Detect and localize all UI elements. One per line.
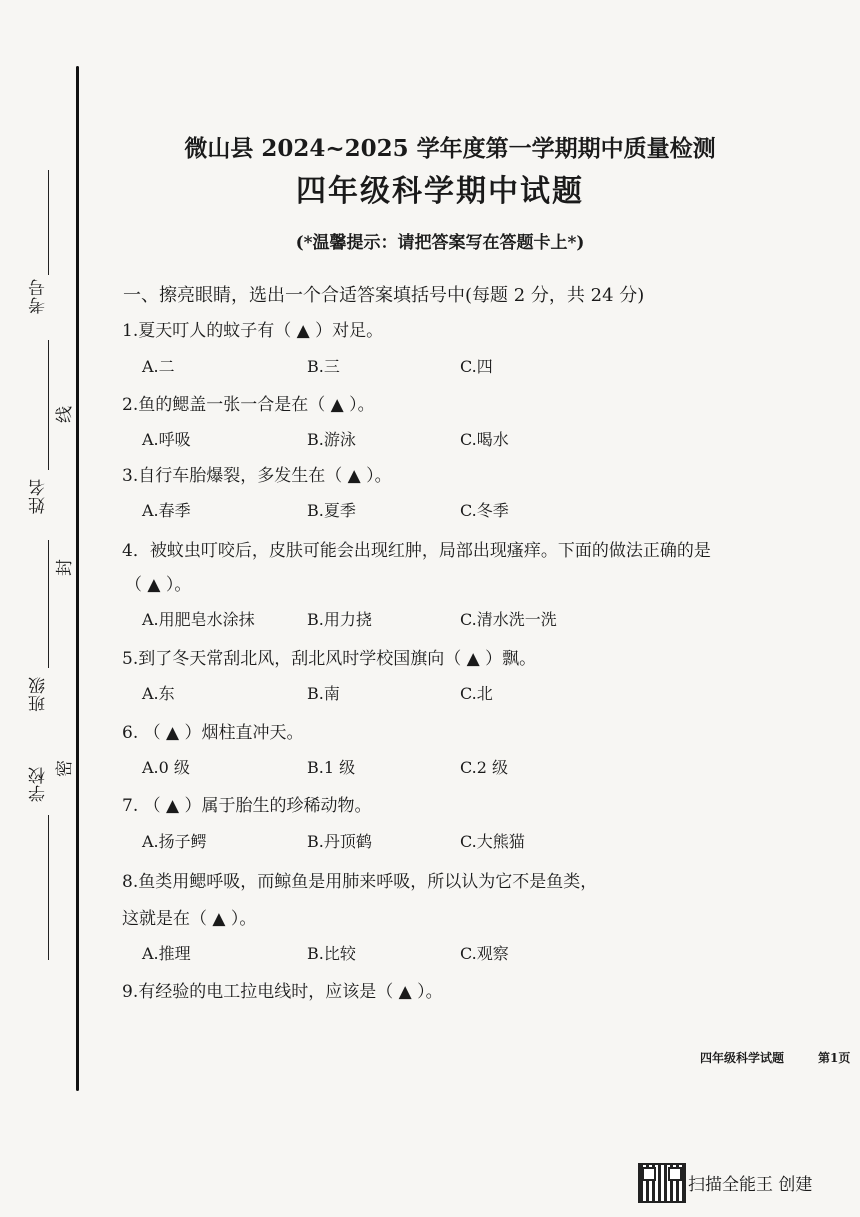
question-2: 2.鱼的鳃盖一张一合是在（ ▲ ）。 (122, 395, 375, 415)
class-blank (48, 540, 49, 668)
q6-option-c: C.2 级 (460, 758, 509, 777)
q2-option-b: B.游泳 (307, 430, 356, 449)
qr-code-icon (638, 1163, 686, 1203)
q1-option-c: C.四 (460, 357, 493, 376)
question-5: 5.到了冬天常刮北风，刮北风时学校国旗向（ ▲ ）飘。 (122, 649, 537, 669)
q7-option-a: A.扬子鳄 (142, 832, 207, 851)
school-blank (48, 815, 49, 960)
seal-seal-char: 封 (55, 559, 75, 576)
class-label: 班级 (29, 676, 49, 712)
footer-page-number: 第1页 (818, 1051, 851, 1065)
q3-option-a: A.春季 (142, 501, 191, 520)
question-6: 6. （ ▲ ）烟柱直冲天。 (122, 723, 304, 743)
exam-title: 微山县 2024~2025 学年度第一学期期中质量检测 (184, 135, 716, 162)
exam-no-label: 考号 (29, 278, 49, 314)
question-3: 3.自行车胎爆裂，多发生在（ ▲ ）。 (122, 466, 392, 486)
question-4-cont: （ ▲ ）。 (125, 575, 192, 595)
q7-option-b: B.丹顶鹤 (307, 832, 372, 851)
q3-option-c: C.冬季 (460, 501, 509, 520)
school-label: 学校 (29, 766, 49, 802)
q7-option-c: C.大熊猫 (460, 832, 525, 851)
q1-option-a: A.二 (142, 357, 175, 376)
q8-option-c: C.观察 (460, 944, 509, 963)
name-blank (48, 340, 49, 470)
scanner-watermark: 扫描全能王 创建 (688, 1175, 813, 1195)
question-1: 1.夏天叮人的蚊子有（ ▲ ）对足。 (122, 321, 384, 341)
q5-option-b: B.南 (307, 684, 340, 703)
question-7: 7. （ ▲ ）属于胎生的珍稀动物。 (122, 796, 372, 816)
q5-option-c: C.北 (460, 684, 493, 703)
question-9: 9.有经验的电工拉电线时，应该是（ ▲ ）。 (122, 982, 443, 1002)
q2-option-a: A.呼吸 (142, 430, 191, 449)
question-8: 8.鱼类用鳃呼吸，而鲸鱼是用肺来呼吸，所以认为它不是鱼类， (122, 872, 598, 892)
seal-secret-char: 密 (55, 760, 75, 777)
q8-option-a: A.推理 (142, 944, 191, 963)
section-heading: 一、擦亮眼睛，选出一个合适答案填括号中(每题 2 分，共 24 分) (123, 285, 645, 306)
q5-option-a: A.东 (142, 684, 175, 703)
question-4: 4．被蚊虫叮咬后，皮肤可能会出现红肿，局部出现瘙痒。下面的做法正确的是 (122, 541, 711, 561)
question-8-cont: 这就是在（ ▲ ）。 (122, 909, 257, 929)
q2-option-c: C.喝水 (460, 430, 509, 449)
q4-option-a: A.用肥皂水涂抹 (142, 610, 255, 629)
q1-option-b: B.三 (307, 357, 340, 376)
name-label: 姓名 (29, 478, 49, 514)
exam-tip: (*温馨提示：请把答案写在答题卡上*) (295, 233, 585, 253)
binding-line (76, 66, 79, 1091)
q6-option-b: B.1 级 (307, 758, 356, 777)
q4-option-c: C.清水洗一洗 (460, 610, 557, 629)
footer-subject: 四年级科学试题 (700, 1051, 785, 1065)
q6-option-a: A.0 级 (142, 758, 190, 777)
seal-line-char: 线 (55, 406, 75, 423)
q8-option-b: B.比较 (307, 944, 356, 963)
q3-option-b: B.夏季 (307, 501, 356, 520)
q4-option-b: B.用力挠 (307, 610, 372, 629)
exam-subtitle: 四年级科学期中试题 (296, 174, 584, 209)
